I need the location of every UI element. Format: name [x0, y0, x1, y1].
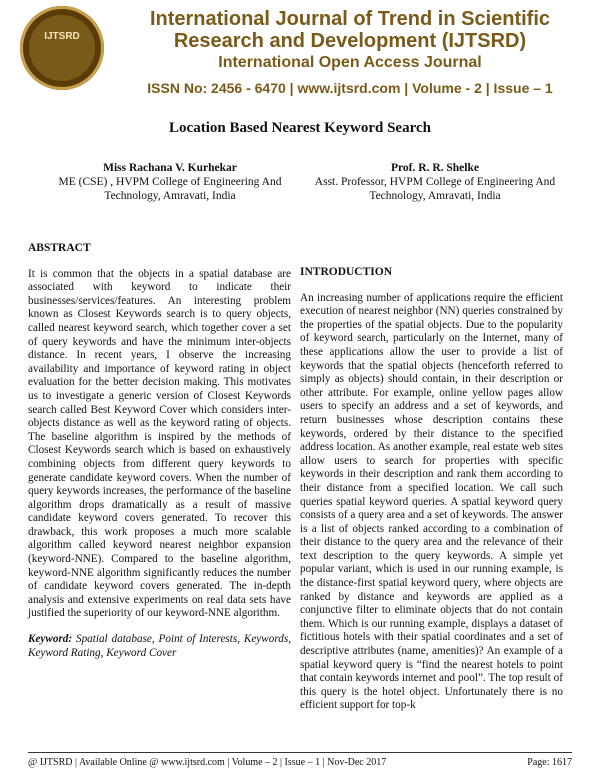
- author-1: [45, 161, 295, 203]
- page-footer: [28, 752, 572, 768]
- journal-subtitle: International Open Access Journal: [218, 54, 482, 71]
- keywords-text: Spatial database, Point of Interests, Keywords, Keyword Rating, Keyword Cover: [28, 633, 292, 659]
- author-2-affiliation: Asst. Professor, HVPM College of Engineering And Technology, Amravati, India: [314, 176, 556, 202]
- journal-title: International Journal of Trend in Scientific Research and Development (IJTSRD): [149, 8, 551, 52]
- abstract-text: It is common that the objects in a spatial database are associated with keyword to indicate their businesses/services/features. An interesting problem known as Closest Keywords search is to query objects, called nearest keyword search, which together cover a set of query keywords and have the minimum inter-objects distance. In recent years, I observe the increasing availability and importance of keyword rating in object evaluation for the better decision making. This motivates us to investigate a generic version of Closest Keywords search called Best Keyword Cover which considers inter-objects distance as well as the keyword rating of objects. The baseline algorithm is inspired by the methods of Closest Keywords search which is based on exhaustively combining objects from different query keywords to generate candidate keyword covers. When the number of query keywords increases, the performance of the baseline algorithm drops dramatically as a result of massive candidate keyword covers generated. To recover this drawback, this work proposes a much more scalable algorithm called keyword nearest neighbor expansion (keyword-NNE). Compared to the baseline algorithm, keyword-NNE algorithm significantly reduces the number of candidate keyword covers generated. The in-depth analysis and extensive experiments on real data sets have justified the superiority of our keyword-NNE algorithm.: [28, 267, 291, 620]
- abstract-heading: ABSTRACT: [28, 242, 91, 254]
- journal-logo: [20, 6, 104, 90]
- paper-title: Location Based Nearest Keyword Search: [169, 120, 431, 136]
- author-1-name: Miss Rachana V. Kurhekar: [103, 162, 237, 174]
- keywords-line: [28, 633, 291, 660]
- issn-line: ISSN No: 2456 - 6470 | www.ijtsrd.com | Volume - 2 | Issue – 1: [147, 80, 553, 96]
- footer-left: @ IJTSRD | Available Online @ www.ijtsrd.com | Volume – 2 | Issue – 1 | Nov-Dec 2017: [28, 757, 387, 768]
- author-2-name: Prof. R. R. Shelke: [391, 162, 479, 174]
- author-2: [310, 161, 560, 203]
- page-number: Page: 1617: [527, 757, 572, 768]
- keywords-label: Keyword:: [28, 633, 73, 646]
- introduction-text: An increasing number of applications require the efficient execution of nearest neighbor (NN) queries constrained by the properties of the spatial objects. Due to the popularity of keyword search, particularly on the Internet, many of these applications allow the user to provide a list of keywords that the spatial objects (henceforth referred to simply as objects) should contain, in their description or other attribute. For example, online yellow pages allow users to specify an address and a set of keywords, and return businesses whose description contains these keywords, ordered by their distance to the specified address location. As another example, real estate web sites allow users to search for properties with specific keywords in their description and rank them according to their distance from a specified location. We call such queries spatial keyword queries. A spatial keyword query consists of a query area and a set of keywords. The answer is a list of objects ranked according to a combination of their distance to the query area and the relevance of their text description to the query keywords. A simple yet popular variant, which is used in our running example, is the distance-first spatial keyword query, where objects are ranked by distance and keywords are applied as a conjunctive filter to eliminate objects that do not contain them. Which is our running example, displays a dataset of fictitious hotels with their spatial coordinates and a set of descriptive attributes (name, amenities)? An example of a spatial keyword query is “find the nearest hotels to point that contain keywords internet and pool”. The top result of this query is the hotel object. Unfortunately there is no efficient support for top-k: [300, 291, 563, 712]
- logo-text: IJTSRD: [44, 31, 80, 42]
- journal-header: [0, 0, 600, 104]
- author-1-affiliation: ME (CSE) , HVPM College of Engineering And Technology, Amravati, India: [58, 176, 282, 202]
- left-column: [28, 242, 291, 660]
- right-column: [300, 266, 563, 713]
- introduction-heading: INTRODUCTION: [300, 266, 393, 278]
